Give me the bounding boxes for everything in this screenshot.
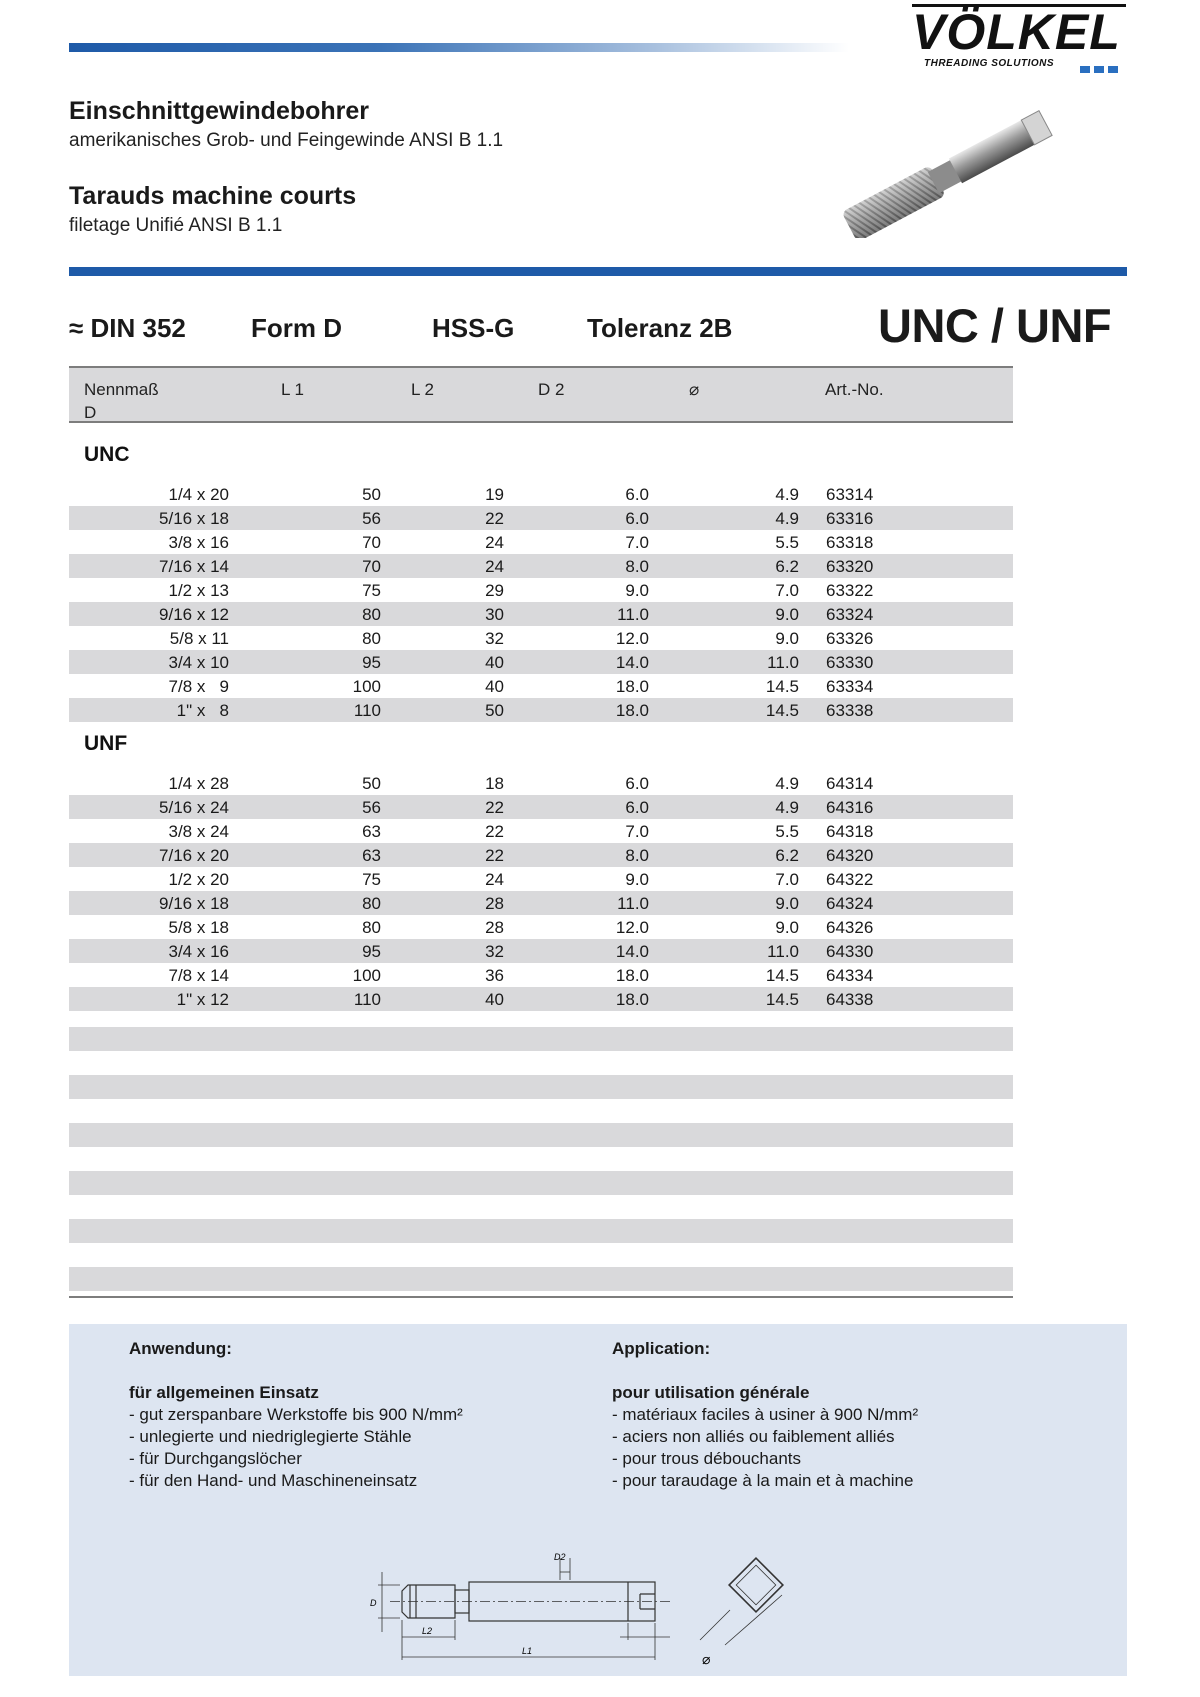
cell-d2: 12.0 [615, 629, 649, 648]
cell-art-no: 64316 [826, 798, 874, 817]
cell-square: 6.2 [775, 557, 799, 576]
cell-art-no: 63326 [826, 629, 874, 648]
table-row [69, 506, 1013, 530]
table-row [69, 891, 1013, 915]
table-row [69, 578, 1013, 602]
cell-l2: 19 [485, 485, 504, 504]
cell-l2: 28 [485, 918, 504, 937]
cell-square: 11.0 [767, 653, 799, 672]
cell-art-no: 63330 [826, 653, 874, 672]
cell-nominal: 7/8 x 14 [168, 966, 229, 985]
cell-art-no: 63324 [826, 605, 874, 624]
cell-d2: 18.0 [615, 677, 649, 696]
cell-nominal: 3/4 x 10 [168, 653, 229, 672]
cell-art-no: 63320 [826, 557, 874, 576]
table-row [69, 482, 1013, 506]
application-fr [612, 1338, 918, 1492]
cell-l2: 18 [485, 774, 504, 793]
cell-l1: 110 [353, 990, 381, 1009]
table-row [69, 698, 1013, 722]
drawing-label-d: D [370, 1598, 377, 1608]
empty-row [69, 1171, 1013, 1195]
cell-l1: 110 [353, 701, 381, 720]
cell-square: 9.0 [775, 918, 799, 937]
cell-square: 7.0 [775, 870, 799, 889]
brand-logo [912, 4, 1126, 68]
cell-d2: 11.0 [617, 894, 649, 913]
empty-row [69, 1075, 1013, 1099]
cell-nominal: 1/4 x 28 [168, 774, 229, 793]
empty-row [69, 1219, 1013, 1243]
table-row [69, 530, 1013, 554]
cell-d2: 7.0 [625, 822, 649, 841]
cell-l2: 32 [485, 942, 504, 961]
table-row [69, 915, 1013, 939]
cell-l2: 22 [485, 822, 504, 841]
cell-l2: 36 [485, 966, 504, 985]
cell-d2: 11.0 [617, 605, 649, 624]
cell-square: 11.0 [767, 942, 799, 961]
cell-l2: 22 [485, 846, 504, 865]
cell-art-no: 64326 [826, 918, 874, 937]
cell-l1: 70 [362, 533, 381, 552]
application-fr-item: - pour trous débouchants [612, 1449, 802, 1468]
cell-nominal: 1" x 12 [176, 990, 229, 1009]
spec-form: Form D [251, 313, 342, 343]
cell-art-no: 64314 [826, 774, 874, 793]
table-header [69, 366, 1013, 423]
cell-d2: 14.0 [615, 653, 649, 672]
title-fr: Tarauds machine courts [69, 182, 357, 210]
drawing-square-icon: ⌀ [702, 1651, 711, 1667]
table-row [69, 554, 1013, 578]
header-nominal: Nennmaß D [84, 380, 159, 422]
cell-nominal: 1" x 8 [176, 701, 229, 720]
table-row [69, 650, 1013, 674]
cell-l2: 32 [485, 629, 504, 648]
cell-square: 14.5 [765, 966, 799, 985]
cell-nominal: 7/16 x 14 [159, 557, 229, 576]
cell-d2: 6.0 [625, 774, 649, 793]
subtitle-fr: filetage Unifié ANSI B 1.1 [69, 215, 283, 236]
cell-d2: 12.0 [615, 918, 649, 937]
header-l1: L 1 [281, 380, 305, 399]
application-fr-item: - matériaux faciles à usiner à 900 N/mm² [612, 1405, 919, 1424]
cell-l1: 75 [362, 581, 381, 600]
drawing-label-l2: L2 [422, 1626, 433, 1636]
tap-image [815, 108, 1070, 238]
cell-art-no: 64322 [826, 870, 874, 889]
subtitle-de: amerikanisches Grob- und Feingewinde ANSI B 1.1 [69, 130, 504, 151]
cell-nominal: 9/16 x 12 [159, 605, 229, 624]
table-row [69, 987, 1013, 1011]
application-de-item: - für den Hand- und Maschineneinsatz [129, 1471, 418, 1490]
table-row [69, 771, 1013, 795]
cell-square: 9.0 [775, 894, 799, 913]
cell-square: 4.9 [775, 509, 799, 528]
cell-art-no: 64334 [826, 966, 874, 985]
cell-art-no: 64338 [826, 990, 874, 1009]
cell-l1: 80 [362, 629, 381, 648]
cell-l1: 56 [362, 798, 381, 817]
application-de [129, 1338, 463, 1492]
cell-l2: 40 [485, 653, 504, 672]
drawing-label-d2: D2 [554, 1552, 566, 1562]
cell-l2: 29 [485, 581, 504, 600]
cell-square: 9.0 [775, 629, 799, 648]
cell-nominal: 1/2 x 20 [168, 870, 229, 889]
cell-nominal: 7/16 x 20 [159, 846, 229, 865]
cell-l1: 63 [362, 846, 381, 865]
header-l2: L 2 [411, 380, 435, 399]
cell-d2: 8.0 [625, 846, 649, 865]
cell-l1: 70 [362, 557, 381, 576]
cell-l1: 80 [362, 918, 381, 937]
brand-dots [1080, 60, 1122, 78]
cell-nominal: 5/16 x 18 [159, 509, 229, 528]
cell-nominal: 7/8 x 9 [168, 677, 229, 696]
cell-art-no: 63338 [826, 701, 874, 720]
table-row [69, 674, 1013, 698]
table-row [69, 819, 1013, 843]
brand-name: VÖLKEL [912, 4, 1121, 60]
header-blue-bar [69, 267, 1127, 276]
cell-l2: 28 [485, 894, 504, 913]
cell-l2: 30 [485, 605, 504, 624]
cell-square: 7.0 [775, 581, 799, 600]
application-fr-item: - pour taraudage à la main et à machine [612, 1471, 914, 1490]
cell-square: 6.2 [775, 846, 799, 865]
cell-d2: 6.0 [625, 509, 649, 528]
cell-square: 5.5 [775, 822, 799, 841]
cell-d2: 18.0 [615, 966, 649, 985]
cell-square: 4.9 [775, 774, 799, 793]
spec-thread-type: UNC / UNF [878, 299, 1112, 352]
cell-l2: 24 [485, 533, 504, 552]
cell-nominal: 1/2 x 13 [168, 581, 229, 600]
cell-l1: 80 [362, 894, 381, 913]
cell-nominal: 3/4 x 16 [168, 942, 229, 961]
cell-art-no: 63334 [826, 677, 874, 696]
cell-art-no: 63322 [826, 581, 874, 600]
empty-row [69, 1267, 1013, 1291]
table-row [69, 602, 1013, 626]
cell-d2: 9.0 [625, 581, 649, 600]
cell-d2: 7.0 [625, 533, 649, 552]
table-row [69, 939, 1013, 963]
cell-l1: 50 [362, 485, 381, 504]
header-gradient-bar [69, 43, 849, 52]
cell-nominal: 3/8 x 16 [168, 533, 229, 552]
table-bottom-rule [69, 1296, 1013, 1298]
cell-square: 5.5 [775, 533, 799, 552]
cell-l2: 24 [485, 557, 504, 576]
cell-l2: 50 [485, 701, 504, 720]
cell-l2: 40 [485, 677, 504, 696]
application-fr-heading: pour utilisation générale [612, 1383, 810, 1402]
cell-nominal: 5/16 x 24 [159, 798, 229, 817]
cell-square: 4.9 [775, 798, 799, 817]
cell-art-no: 63318 [826, 533, 874, 552]
cell-d2: 6.0 [625, 798, 649, 817]
cell-d2: 18.0 [615, 990, 649, 1009]
cell-square: 14.5 [765, 990, 799, 1009]
application-fr-item: - aciers non alliés ou faiblement alliés [612, 1427, 895, 1446]
table-row [69, 795, 1013, 819]
table-row [69, 626, 1013, 650]
cell-nominal: 5/8 x 18 [168, 918, 229, 937]
spec-din: ≈ DIN 352 [69, 313, 186, 343]
cell-l2: 24 [485, 870, 504, 889]
cell-l1: 63 [362, 822, 381, 841]
cell-d2: 8.0 [625, 557, 649, 576]
title-de: Einschnittgewindebohrer [69, 97, 370, 125]
cell-l2: 22 [485, 798, 504, 817]
table-row [69, 867, 1013, 891]
table-row [69, 843, 1013, 867]
header-art-no: Art.-No. [825, 380, 884, 399]
cell-art-no: 63314 [826, 485, 874, 504]
brand-tagline: THREADING SOLUTIONS [924, 58, 1055, 69]
application-de-item: - gut zerspanbare Werkstoffe bis 900 N/mm² [129, 1405, 463, 1424]
cell-l2: 22 [485, 509, 504, 528]
cell-l1: 56 [362, 509, 381, 528]
cell-square: 14.5 [765, 677, 799, 696]
cell-l1: 95 [362, 942, 381, 961]
application-de-title: Anwendung: [129, 1339, 232, 1358]
cell-art-no: 64330 [826, 942, 874, 961]
technical-drawing [370, 1550, 840, 1672]
application-de-item: - unlegierte und niedriglegierte Stähle [129, 1427, 412, 1446]
cell-l1: 100 [352, 677, 381, 696]
cell-d2: 14.0 [615, 942, 649, 961]
cell-art-no: 63316 [826, 509, 874, 528]
cell-art-no: 64320 [826, 846, 874, 865]
header-square-icon: ⌀ [689, 380, 700, 399]
application-de-heading: für allgemeinen Einsatz [129, 1383, 319, 1402]
application-fr-title: Application: [612, 1339, 711, 1358]
cell-square: 14.5 [765, 701, 799, 720]
application-de-item: - für Durchgangslöcher [129, 1449, 302, 1468]
cell-nominal: 1/4 x 20 [168, 485, 229, 504]
cell-l1: 80 [362, 605, 381, 624]
cell-d2: 6.0 [625, 485, 649, 504]
cell-l2: 40 [485, 990, 504, 1009]
empty-row [69, 1027, 1013, 1051]
cell-l1: 100 [352, 966, 381, 985]
empty-row [69, 1123, 1013, 1147]
header-d2: D 2 [538, 380, 565, 399]
spec-material: HSS-G [432, 313, 515, 343]
table-row [69, 963, 1013, 987]
cell-square: 9.0 [775, 605, 799, 624]
cell-d2: 18.0 [615, 701, 649, 720]
cell-art-no: 64318 [826, 822, 874, 841]
cell-nominal: 5/8 x 11 [169, 629, 229, 648]
section-unc: UNC [84, 443, 130, 466]
cell-l1: 50 [362, 774, 381, 793]
cell-l1: 95 [362, 653, 381, 672]
drawing-label-l1: L1 [522, 1646, 533, 1656]
cell-square: 4.9 [775, 485, 799, 504]
spec-tolerance: Toleranz 2B [587, 313, 733, 343]
cell-l1: 75 [362, 870, 381, 889]
cell-art-no: 64324 [826, 894, 874, 913]
cell-nominal: 3/8 x 24 [168, 822, 229, 841]
cell-nominal: 9/16 x 18 [159, 894, 229, 913]
cell-d2: 9.0 [625, 870, 649, 889]
section-unf: UNF [84, 732, 128, 755]
